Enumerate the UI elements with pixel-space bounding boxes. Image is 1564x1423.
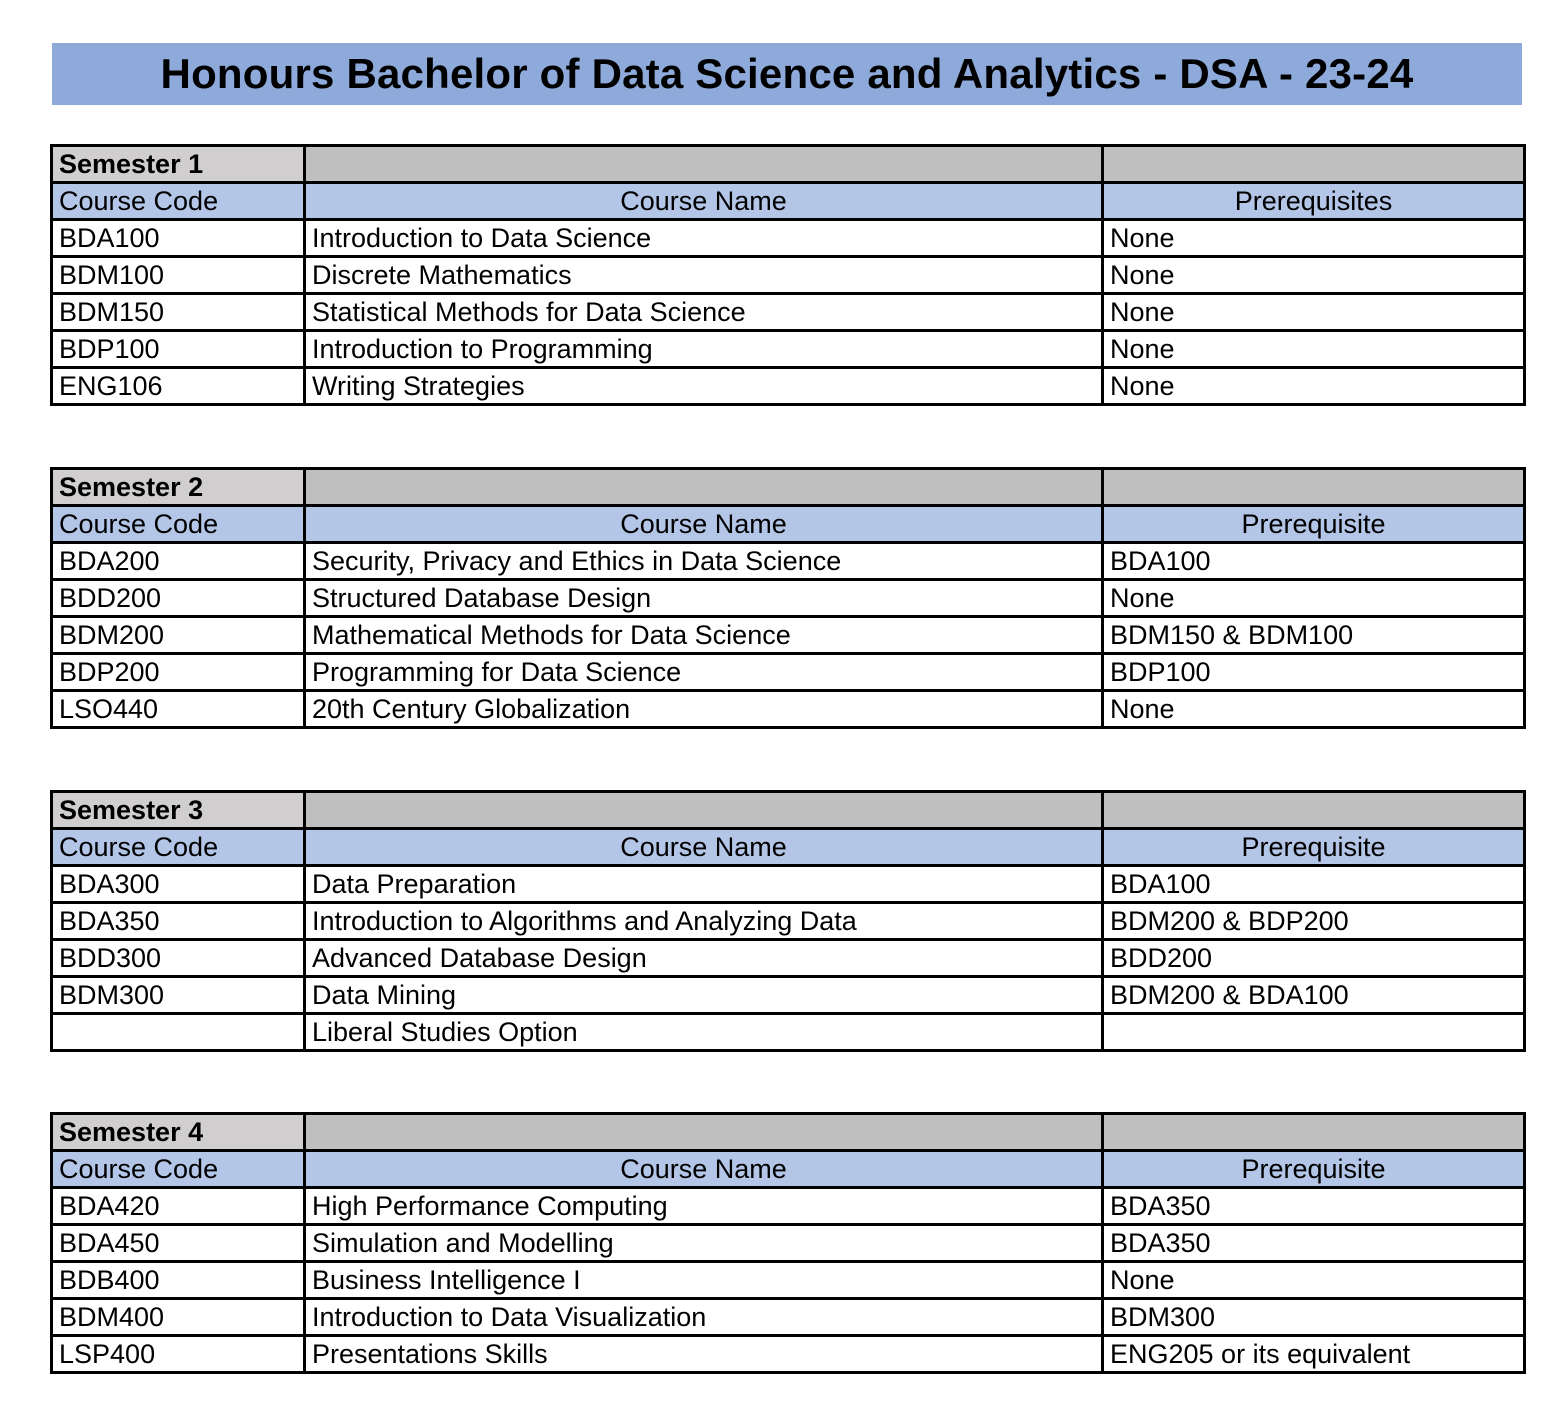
table-row (52, 903, 1525, 940)
empty-cell (305, 1114, 1103, 1151)
semester-label: Semester 4 (52, 1114, 305, 1151)
prerequisite: None (1103, 580, 1525, 617)
column-header-row (52, 829, 1525, 866)
prerequisite: None (1103, 691, 1525, 728)
course-name: Liberal Studies Option (305, 1014, 1103, 1051)
semester-header-row (52, 1114, 1525, 1151)
prerequisite: BDA350 (1103, 1225, 1525, 1262)
course-name: Introduction to Data Science (305, 220, 1103, 257)
prerequisite: None (1103, 220, 1525, 257)
table-row (52, 294, 1525, 331)
empty-cell (1103, 1114, 1525, 1151)
course-code: BDA100 (52, 220, 305, 257)
empty-cell (305, 792, 1103, 829)
prerequisite: BDA100 (1103, 543, 1525, 580)
header-course-name: Course Name (305, 829, 1103, 866)
prerequisite: BDA100 (1103, 866, 1525, 903)
header-course-code: Course Code (52, 183, 305, 220)
course-name: Security, Privacy and Ethics in Data Science (305, 543, 1103, 580)
semester-1-table (50, 144, 1526, 406)
semester-4-table (50, 1112, 1526, 1374)
column-header-row (52, 1151, 1525, 1188)
course-code (52, 1014, 305, 1051)
prerequisite: BDM200 & BDP200 (1103, 903, 1525, 940)
course-name: High Performance Computing (305, 1188, 1103, 1225)
header-course-code: Course Code (52, 506, 305, 543)
empty-cell (1103, 792, 1525, 829)
course-name: Advanced Database Design (305, 940, 1103, 977)
course-name: 20th Century Globalization (305, 691, 1103, 728)
table-row (52, 691, 1525, 728)
prerequisite: None (1103, 368, 1525, 405)
table-row (52, 940, 1525, 977)
course-name: Introduction to Algorithms and Analyzing Data (305, 903, 1103, 940)
course-code: BDP200 (52, 654, 305, 691)
page-title: Honours Bachelor of Data Science and Analytics - DSA - 23-24 (160, 50, 1414, 97)
prerequisite: None (1103, 331, 1525, 368)
course-code: BDA450 (52, 1225, 305, 1262)
course-code: LSP400 (52, 1336, 305, 1373)
prerequisite: BDM150 & BDM100 (1103, 617, 1525, 654)
table-row (52, 617, 1525, 654)
column-header-row (52, 183, 1525, 220)
table-row (52, 543, 1525, 580)
semester-header-row (52, 469, 1525, 506)
course-code: LSO440 (52, 691, 305, 728)
course-code: BDB400 (52, 1262, 305, 1299)
semester-label: Semester 3 (52, 792, 305, 829)
empty-cell (305, 469, 1103, 506)
course-code: BDA420 (52, 1188, 305, 1225)
table-row (52, 866, 1525, 903)
table-row (52, 331, 1525, 368)
course-code: BDM200 (52, 617, 305, 654)
semester-label: Semester 1 (52, 146, 305, 183)
course-name: Introduction to Programming (305, 331, 1103, 368)
header-course-code: Course Code (52, 829, 305, 866)
course-name: Data Mining (305, 977, 1103, 1014)
header-course-name: Course Name (305, 506, 1103, 543)
table-row (52, 1014, 1525, 1051)
course-name: Business Intelligence I (305, 1262, 1103, 1299)
course-name: Mathematical Methods for Data Science (305, 617, 1103, 654)
table-row (52, 1225, 1525, 1262)
course-code: BDA200 (52, 543, 305, 580)
course-code: BDD300 (52, 940, 305, 977)
table-row (52, 1336, 1525, 1373)
prerequisite: BDM300 (1103, 1299, 1525, 1336)
table-row (52, 1188, 1525, 1225)
header-course-name: Course Name (305, 1151, 1103, 1188)
course-name: Data Preparation (305, 866, 1103, 903)
course-code: BDD200 (52, 580, 305, 617)
header-course-code: Course Code (52, 1151, 305, 1188)
course-name: Writing Strategies (305, 368, 1103, 405)
course-code: BDA350 (52, 903, 305, 940)
prerequisite: BDD200 (1103, 940, 1525, 977)
prerequisite: None (1103, 257, 1525, 294)
header-prerequisites: Prerequisite (1103, 1151, 1525, 1188)
empty-cell (1103, 469, 1525, 506)
prerequisite: None (1103, 1262, 1525, 1299)
semester-3-table (50, 790, 1526, 1052)
course-name: Introduction to Data Visualization (305, 1299, 1103, 1336)
semester-label: Semester 2 (52, 469, 305, 506)
course-name: Structured Database Design (305, 580, 1103, 617)
course-name: Presentations Skills (305, 1336, 1103, 1373)
empty-cell (1103, 146, 1525, 183)
prerequisite: BDA350 (1103, 1188, 1525, 1225)
column-header-row (52, 506, 1525, 543)
header-prerequisites: Prerequisite (1103, 829, 1525, 866)
course-name: Simulation and Modelling (305, 1225, 1103, 1262)
course-name: Discrete Mathematics (305, 257, 1103, 294)
course-name: Programming for Data Science (305, 654, 1103, 691)
table-row (52, 257, 1525, 294)
table-row (52, 1262, 1525, 1299)
table-row (52, 654, 1525, 691)
table-row (52, 220, 1525, 257)
header-course-name: Course Name (305, 183, 1103, 220)
course-code: BDM150 (52, 294, 305, 331)
course-code: BDM400 (52, 1299, 305, 1336)
prerequisite (1103, 1014, 1525, 1051)
course-code: BDA300 (52, 866, 305, 903)
semester-header-row (52, 146, 1525, 183)
course-code: BDP100 (52, 331, 305, 368)
table-row (52, 580, 1525, 617)
prerequisite: ENG205 or its equivalent (1103, 1336, 1525, 1373)
course-code: BDM300 (52, 977, 305, 1014)
header-prerequisites: Prerequisite (1103, 506, 1525, 543)
prerequisite: BDM200 & BDA100 (1103, 977, 1525, 1014)
prerequisite: BDP100 (1103, 654, 1525, 691)
semester-header-row (52, 792, 1525, 829)
title-banner (52, 43, 1522, 105)
header-prerequisites: Prerequisites (1103, 183, 1525, 220)
empty-cell (305, 146, 1103, 183)
table-row (52, 368, 1525, 405)
course-code: BDM100 (52, 257, 305, 294)
table-row (52, 1299, 1525, 1336)
prerequisite: None (1103, 294, 1525, 331)
semester-2-table (50, 467, 1526, 729)
course-code: ENG106 (52, 368, 305, 405)
table-row (52, 977, 1525, 1014)
course-name: Statistical Methods for Data Science (305, 294, 1103, 331)
